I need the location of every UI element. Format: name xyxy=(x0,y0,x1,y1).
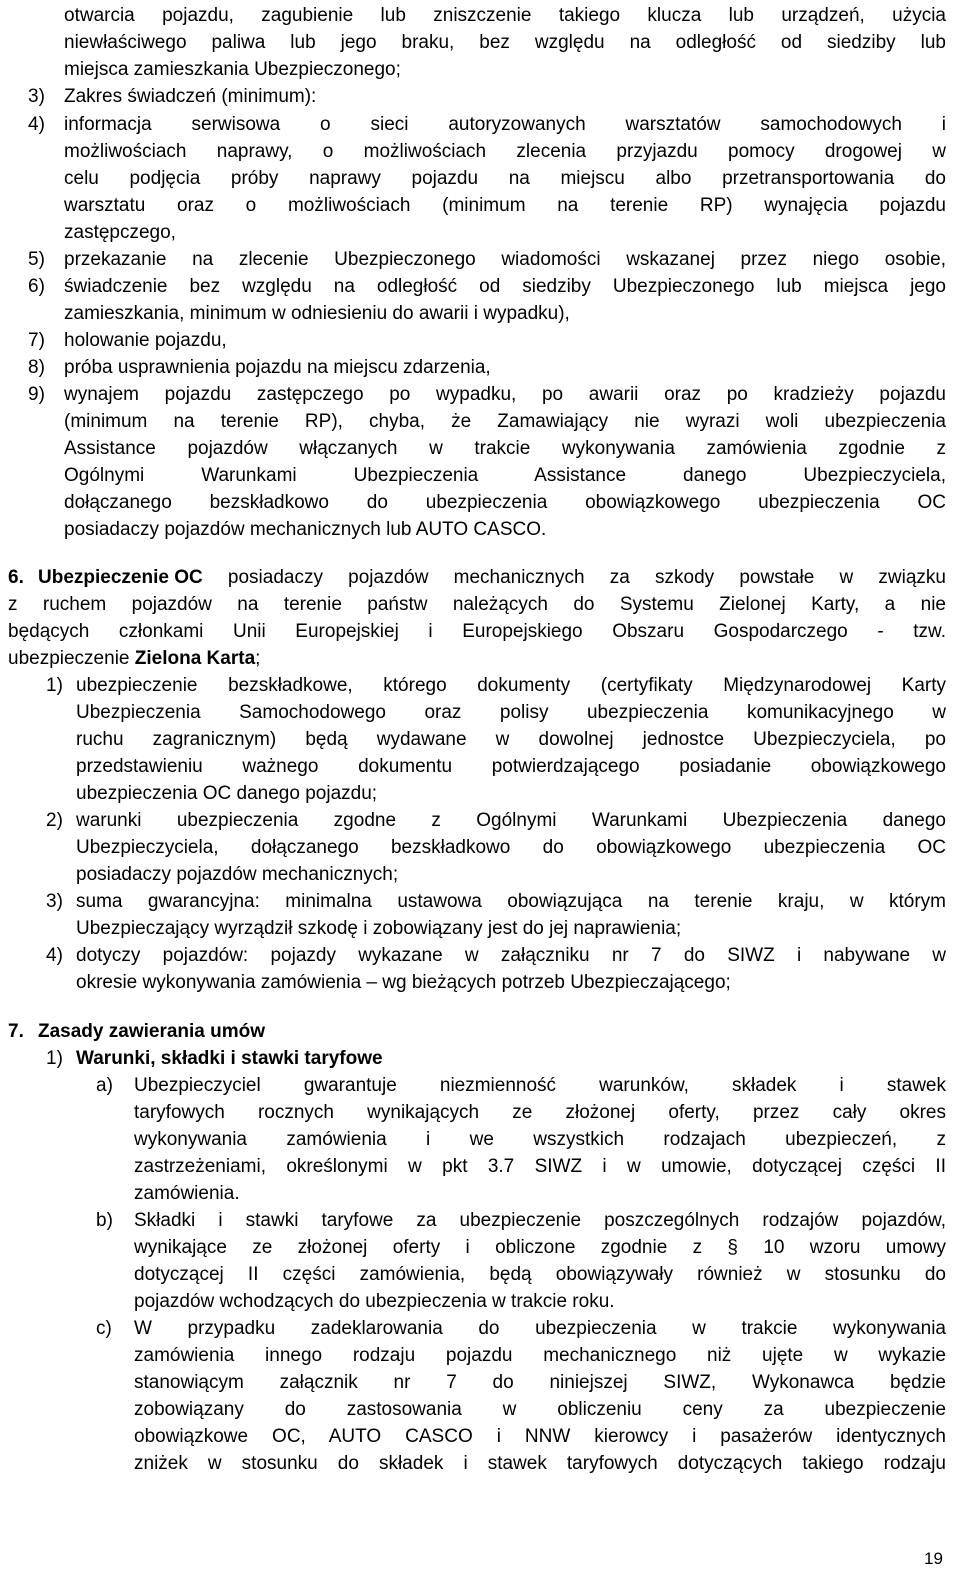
text-line: zamówienia. xyxy=(134,1183,240,1204)
list-number: 2) xyxy=(46,810,63,831)
list-letter: a) xyxy=(96,1075,113,1096)
list-number: 4) xyxy=(28,114,45,135)
text-span: ; xyxy=(255,648,261,669)
text-line: Assistance pojazdów włączanych w trakcie wykonywania zamówienia zgodnie z xyxy=(64,438,946,459)
text-line: możliwościach naprawy, o możliwościach zlecenia przyjazdu pomocy drogowej w xyxy=(64,141,946,162)
text-line: miejsca zamieszkania Ubezpieczonego; xyxy=(64,59,401,80)
list-number: 1) xyxy=(46,1048,63,1069)
text-line: warsztatu oraz o możliwościach (minimum na terenie RP) wynajęcia pojazdu xyxy=(64,195,946,216)
list-item-text: Składki i stawki taryfowe za ubezpieczenie poszczególnych rodzajów pojazdów, xyxy=(134,1210,946,1231)
list-item-text: próba usprawnienia pojazdu na miejscu zdarzenia, xyxy=(64,357,491,378)
list-item-text: ubezpieczenie bezskładkowe, którego dokumenty (certyfikaty Międzynarodowej Karty xyxy=(76,675,946,696)
list-letter: b) xyxy=(96,1210,113,1231)
list-letter: c) xyxy=(96,1318,112,1339)
list-number: 6) xyxy=(28,276,45,297)
text-line: wynikające ze złożonej oferty i obliczone zgodnie z § 10 wzoru umowy xyxy=(134,1237,946,1258)
text-line: dotyczącej II części zamówienia, będą obowiązywały również w stosunku do xyxy=(134,1264,946,1285)
section-number: 6. xyxy=(8,567,24,588)
list-item-text: Zakres świadczeń (minimum): xyxy=(64,86,317,107)
text-line: Ubezpieczający wyrządził szkodę i zobowiązany jest do jej naprawienia; xyxy=(76,918,682,939)
section-6-text: posiadaczy pojazdów mechanicznych za szkody powstałe w związku xyxy=(202,567,946,588)
section-6-bold-term: Ubezpieczenie OC xyxy=(38,567,203,588)
list-item-text: informacja serwisowa o sieci autoryzowanych warsztatów samochodowych i xyxy=(64,114,946,135)
list-item-text: dotyczy pojazdów: pojazdy wykazane w załączniku nr 7 do SIWZ i nabywane w xyxy=(76,945,946,966)
subsection-title: Warunki, składki i stawki taryfowe xyxy=(76,1048,383,1069)
list-item-text: świadczenie bez względu na odległość od siedziby Ubezpieczonego lub miejsca jego xyxy=(64,276,946,297)
text-line: Ubezpieczyciela, dołączanego bezskładkowo do obowiązkowego ubezpieczenia OC xyxy=(76,837,946,858)
list-item-text: W przypadku zadeklarowania do ubezpieczenia w trakcie wykonywania xyxy=(134,1318,946,1339)
text-line xyxy=(8,647,260,671)
list-number: 1) xyxy=(46,675,63,696)
text-line: pojazdów wchodzących do ubezpieczenia w trakcie roku. xyxy=(134,1291,615,1312)
list-number: 8) xyxy=(28,357,45,378)
text-span: ubezpieczenie xyxy=(8,648,135,669)
text-line: ruchu zagranicznym) będą wydawane w dowolnej jednostce Ubezpieczyciela, po xyxy=(76,729,946,750)
page-number: 19 xyxy=(924,1549,943,1568)
section-6-first-line xyxy=(38,566,946,590)
text-line: będących członkami Unii Europejskiej i Europejskiego Obszaru Gospodarczego - tzw. xyxy=(8,621,946,642)
list-number: 4) xyxy=(46,945,63,966)
list-item-text: wynajem pojazdu zastępczego po wypadku, po awarii oraz po kradzieży pojazdu xyxy=(64,384,946,405)
text-line: ubezpieczenia OC danego pojazdu; xyxy=(76,783,378,804)
text-line: Ogólnymi Warunkami Ubezpieczenia Assistance danego Ubezpieczyciela, xyxy=(64,465,946,486)
list-item-text: holowanie pojazdu, xyxy=(64,330,227,351)
text-line: zastrzeżeniami, określonymi w pkt 3.7 SIWZ i w umowie, dotyczącej części II xyxy=(134,1156,946,1177)
text-line: niewłaściwego paliwa lub jego braku, bez względu na odległość od siedziby lub xyxy=(64,32,946,53)
text-line: otwarcia pojazdu, zagubienie lub zniszczenie takiego klucza lub urządzeń, użycia xyxy=(64,5,946,26)
text-line: zamówienia innego rodzaju pojazdu mechanicznego niż ujęte w wykazie xyxy=(134,1345,946,1366)
text-line: taryfowych rocznych wynikających ze złożonej oferty, przez cały okres xyxy=(134,1102,946,1123)
text-line: obowiązkowe OC, AUTO CASCO i NNW kierowcy i pasażerów identycznych xyxy=(134,1426,946,1447)
text-line: przedstawieniu ważnego dokumentu potwierdzającego posiadanie obowiązkowego xyxy=(76,756,946,777)
text-line: zastępczego, xyxy=(64,222,176,243)
section-title: Zasady zawierania umów xyxy=(38,1021,266,1042)
list-number: 7) xyxy=(28,330,45,351)
text-line: wykonywania zamówienia i we wszystkich rodzajach ubezpieczeń, z xyxy=(134,1129,946,1150)
list-number: 9) xyxy=(28,384,45,405)
text-line: zobowiązany do zastosowania w obliczeniu ceny za ubezpieczenie xyxy=(134,1399,946,1420)
text-line: Ubezpieczenia Samochodowego oraz polisy ubezpieczenia komunikacyjnego w xyxy=(76,702,946,723)
text-line: zniżek w stosunku do składek i stawek taryfowych dotyczących takiego rodzaju xyxy=(134,1453,946,1474)
text-line: z ruchem pojazdów na terenie państw należących do Systemu Zielonej Karty, a nie xyxy=(8,594,946,615)
text-line: stanowiącym załącznik nr 7 do niniejszej SIWZ, Wykonawca będzie xyxy=(134,1372,946,1393)
list-item-text: suma gwarancyjna: minimalna ustawowa obowiązująca na terenie kraju, w którym xyxy=(76,891,946,912)
text-line: posiadaczy pojazdów mechanicznych lub AUTO CASCO. xyxy=(64,519,547,540)
list-item-text: warunki ubezpieczenia zgodne z Ogólnymi Warunkami Ubezpieczenia danego xyxy=(76,810,946,831)
text-line: okresie wykonywania zamówienia – wg bieżących potrzeb Ubezpieczającego; xyxy=(76,972,731,993)
list-number: 5) xyxy=(28,249,45,270)
zielona-karta-term: Zielona Karta xyxy=(134,648,256,669)
text-line: dołączanego bezskładkowo do ubezpieczenia obowiązkowego ubezpieczenia OC xyxy=(64,492,946,513)
text-line: posiadaczy pojazdów mechanicznych; xyxy=(76,864,399,885)
list-item-text: przekazanie na zlecenie Ubezpieczonego wiadomości wskazanej przez niego osobie, xyxy=(64,249,946,270)
list-number: 3) xyxy=(28,86,45,107)
text-line: celu podjęcia próby naprawy pojazdu na miejscu albo przetransportowania do xyxy=(64,168,946,189)
list-item-text: Ubezpieczyciel gwarantuje niezmienność warunków, składek i stawek xyxy=(134,1075,946,1096)
list-number: 3) xyxy=(46,891,63,912)
text-line: zamieszkania, minimum w odniesieniu do awarii i wypadku), xyxy=(64,303,570,324)
section-number: 7. xyxy=(8,1021,24,1042)
text-line: (minimum na terenie RP), chyba, że Zamawiający nie wyrazi woli ubezpieczenia xyxy=(64,411,946,432)
